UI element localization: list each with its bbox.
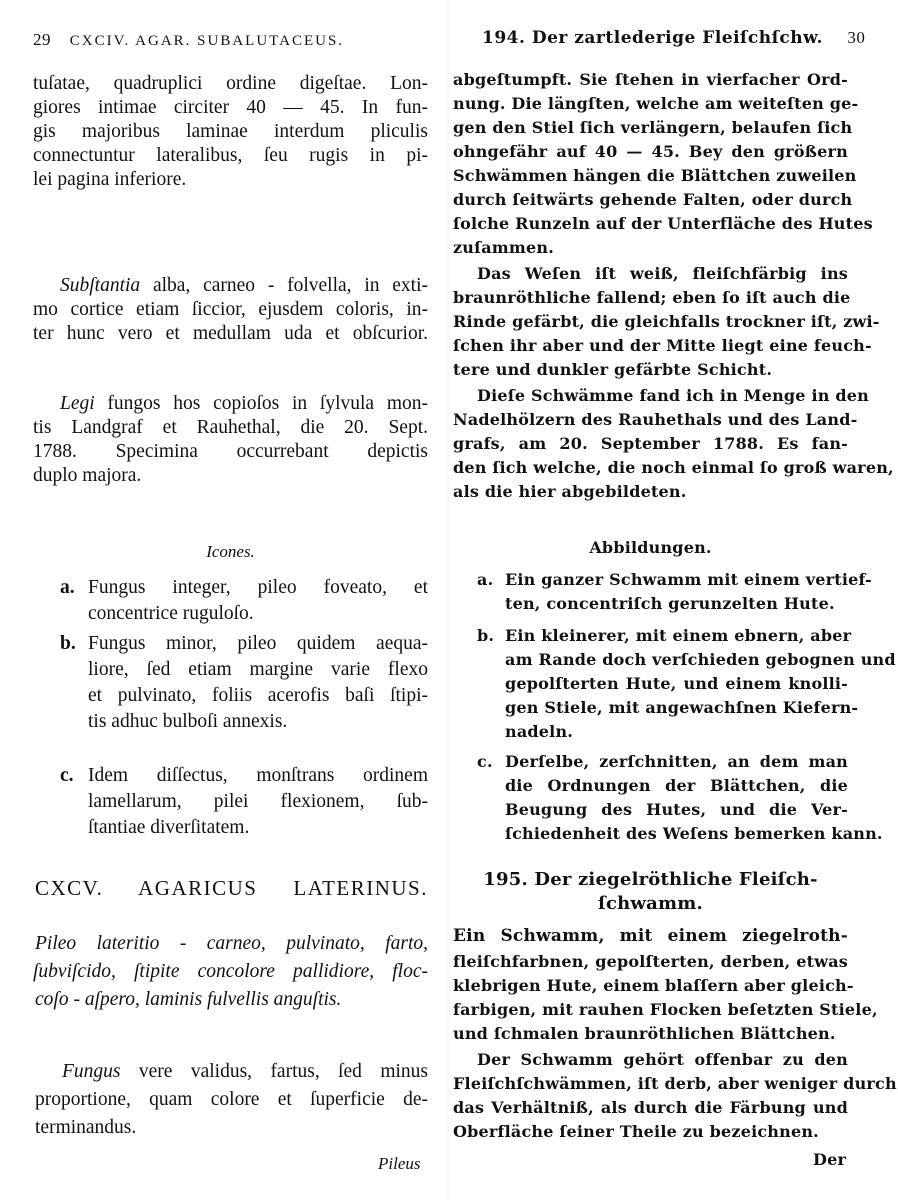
heading-line: ſchwamm. [598, 893, 703, 914]
text-line: Fungus vere validus, fartus, ſed minus [62, 1061, 428, 1082]
catchword: Der [813, 1150, 847, 1169]
text-line: Schwämmen hängen die Blättchen zuweilen [453, 166, 857, 185]
text-line: Ein kleinerer, mit einem ebnern, aber [505, 626, 852, 645]
text-line: die Ordnungen der Blättchen, die [505, 776, 848, 795]
text-line: gepolſterten Hute, und einem knolli- [505, 674, 848, 693]
text-line: lei pagina inferiore. [33, 169, 187, 190]
text-line: Ein ganzer Schwamm mit einem vertief- [505, 570, 872, 589]
text-line: ſtantiae diverſitatem. [88, 817, 250, 838]
text-line: coſo - aſpero, laminis fulvellis anguſtis. [35, 989, 342, 1010]
text-line: braunröthliche fallend; eben ſo iſt auch die [453, 288, 851, 307]
item-marker: a. [60, 577, 75, 598]
text-line: et pulvinato, foliis acerofis baſi ſtipi- [88, 685, 428, 706]
item-marker: c. [60, 765, 74, 786]
text-line: Fungus minor, pileo quidem aequa- [88, 633, 428, 654]
text-line: klebrigen Hute, einem blaſſern aber gleich- [453, 976, 854, 995]
text-line: abgeſtumpft. Sie ſtehen in vierfacher Ord- [453, 70, 848, 89]
text-line: tuſatae, quadruplici ordine digeſtae. Lon- [33, 73, 428, 94]
text-line: ten, concentriſch gerunzelten Hute. [505, 594, 835, 613]
item-marker: b. [477, 626, 495, 645]
text-line: giores intimae circiter 40 — 45. In fun- [33, 97, 428, 118]
text-line: Legi fungos hos copioſos in ſylvula mon- [60, 393, 428, 414]
text-line: tere und dunkler gefärbte Schicht. [453, 360, 773, 379]
text-line: duplo majora. [33, 465, 142, 486]
lead-word: Legi [60, 393, 95, 414]
abbildungen-title: Abbildungen. [589, 538, 712, 557]
text-line: tis adhuc bulboſi annexis. [88, 711, 288, 732]
text-line: Dieſe Schwämme fand ich in Menge in den [477, 386, 869, 405]
text-line: nung. Die längſten, welche am weiteſten ge- [453, 94, 859, 113]
text-line: liore, ſed etiam margine varie flexo [88, 659, 428, 680]
text-line: Das Weſen iſt weiß, fleiſchfärbig ins [477, 264, 848, 283]
text-line: farbigen, mit rauhen Flocken beſetzten Stiele, [453, 1000, 878, 1019]
text-line: ſolche Runzeln auf der Unterfläche des Hutes [453, 214, 873, 233]
text-line: Derſelbe, zerſchnitten, an dem man [505, 752, 848, 771]
text-line: zuſammen. [453, 238, 555, 257]
text-line: den ſich welche, die noch einmal ſo groß waren, [453, 458, 894, 477]
text-line: ſchen ihr aber und der Mitte liegt eine feuch- [453, 336, 872, 355]
text-line: Fleiſchſchwämmen, iſt derb, aber weniger durch [453, 1074, 897, 1093]
item-marker: b. [60, 633, 76, 654]
text-line: am Rande doch verſchieden gebognen und [505, 650, 896, 669]
text-line: concentrice ruguloſo. [88, 603, 254, 624]
text-line: 1788. Specimina occurrebant depictis [33, 441, 428, 462]
text-line: ohngefähr auf 40 — 45. Bey den größern [453, 142, 848, 161]
text-line: Pileo lateritio - carneo, pulvinato, farto, [35, 933, 428, 954]
right-page [449, 0, 898, 1200]
text-line: gen den Stiel ſich verlängern, belaufen ſich [453, 118, 853, 137]
text-line: proportione, quam colore et ſuperficie de- [35, 1089, 428, 1110]
text-line: Idem diſſectus, monſtrans ordinem [88, 765, 428, 786]
text-line: fleiſchfarbnen, gepolſterten, derben, etwas [453, 952, 848, 971]
left-page-number: 29 [33, 30, 51, 49]
text-line: ſchiedenheit des Weſens bemerken kann. [505, 824, 883, 843]
text-line: ter hunc vero et medullam uda et obſcurior. [33, 323, 428, 344]
text-line: Oberfläche ſeiner Theile zu bezeichnen. [453, 1122, 819, 1141]
text-line: gen Stiele, mit angewachſnen Kiefern- [505, 698, 859, 717]
text-line: terminandus. [35, 1117, 137, 1138]
text-line: lamellarum, pilei flexionem, ſub- [88, 791, 428, 812]
right-page-header [482, 28, 865, 48]
icones-title: Icones. [206, 542, 255, 561]
item-marker: a. [477, 570, 494, 589]
text-line: Beugung des Hutes, und die Ver- [505, 800, 848, 819]
section-heading: CXCV. AGARICUS LATERINUS. [35, 876, 428, 900]
right-running-title: 194. Der zartlederige Fleiſchſchw. [482, 28, 823, 48]
lead-word: Fungus [62, 1061, 121, 1082]
heading-line: 195. Der ziegelröthliche Fleiſch- [483, 869, 818, 890]
text-line: durch ſeitwärts gehende Falten, oder durch [453, 190, 853, 209]
text-line: Der Schwamm gehört offenbar zu den [477, 1050, 848, 1069]
text-line: nadeln. [505, 722, 574, 741]
text-line: das Verhältniß, als durch die Färbung und [453, 1098, 848, 1117]
item-marker: c. [477, 752, 493, 771]
catchword: Pileus [378, 1154, 421, 1173]
text-line: als die hier abgebildeten. [453, 482, 687, 501]
text-line: grafs, am 20. September 1788. Es fan- [453, 434, 848, 453]
text-line: connectuntur lateralibus, ſeu rugis in pi- [33, 145, 428, 166]
text-line: Fungus integer, pileo foveato, et [88, 577, 428, 598]
lead-word: Subſtantia [60, 275, 141, 296]
text-line: und ſchmalen braunröthlichen Blättchen. [453, 1024, 836, 1043]
text-line: Subſtantia alba, carneo - folvella, in exti- [60, 275, 428, 296]
text-line: ſubviſcido, ſtipite concolore pallidiore, floc- [33, 961, 428, 982]
text-line: Nadelhölzern des Rauhethals und des Land- [453, 410, 858, 429]
text-line: gis majoribus laminae interdum pliculis [33, 121, 428, 142]
text-line: tis Landgraf et Rauhethal, die 20. Sept. [33, 417, 428, 438]
left-page-header [33, 30, 344, 50]
left-running-title: CXCIV. AGAR. SUBALUTACEUS. [69, 33, 345, 49]
text-line: Ein Schwamm, mit einem ziegelroth- [453, 926, 848, 946]
text-line: mo cortice etiam ſiccior, ejusdem coloris, in- [33, 299, 428, 320]
text-line: Rinde gefärbt, die gleichfalls trockner iſt, zwi- [453, 312, 880, 331]
right-page-number: 30 [847, 28, 866, 47]
